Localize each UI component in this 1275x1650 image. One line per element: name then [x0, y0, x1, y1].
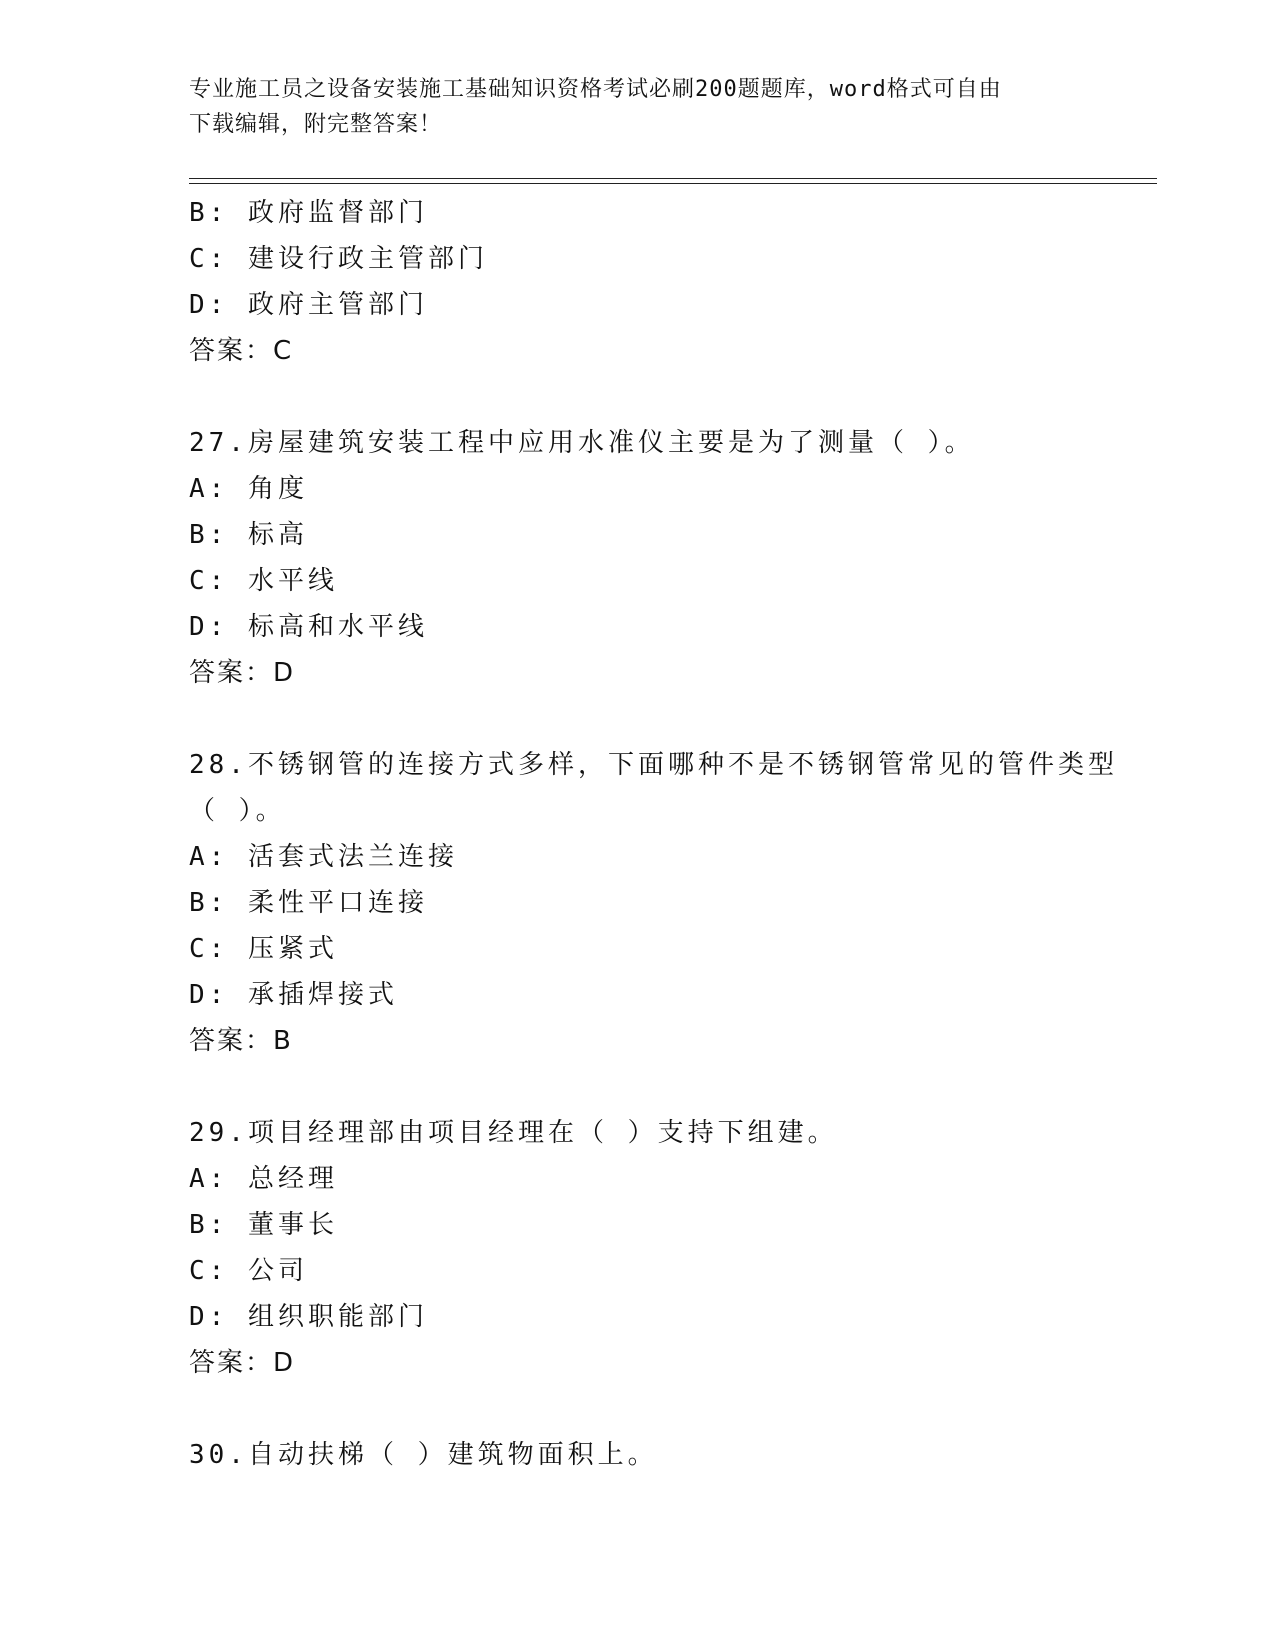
answer-label: 答案：B: [189, 1026, 293, 1056]
option-a: A: 总经理: [189, 1164, 338, 1194]
header-divider-bottom: [189, 183, 1157, 184]
option-c: C: 公司: [189, 1256, 308, 1286]
spacer: [189, 1064, 1157, 1110]
question-28-block: [189, 742, 1157, 1064]
answer-label: 答案：C: [189, 336, 294, 366]
option-a: A: 活套式法兰连接: [189, 842, 458, 872]
option-d: D: 承插焊接式: [189, 980, 398, 1010]
question-text: 27.房屋建筑安装工程中应用水准仪主要是为了测量（ ）。: [189, 428, 975, 458]
option-a: A: 角度: [189, 474, 308, 504]
option-d: D: 政府主管部门: [189, 290, 428, 320]
question-26-block: [189, 190, 1157, 374]
header-divider-top: [189, 178, 1157, 179]
question-29-block: [189, 1110, 1157, 1386]
option-d: D: 组织职能部门: [189, 1302, 428, 1332]
spacer: [189, 1386, 1157, 1432]
question-text-line-2: （ ）。: [189, 796, 286, 826]
option-d: D: 标高和水平线: [189, 612, 428, 642]
question-text: 29.项目经理部由项目经理在（ ）支持下组建。: [189, 1118, 838, 1148]
option-b: B: 董事长: [189, 1210, 338, 1240]
option-c: C: 水平线: [189, 566, 338, 596]
question-30-block: [189, 1432, 1157, 1478]
header-title-line-2: 下载编辑，附完整答案！: [189, 112, 443, 137]
option-c: C: 建设行政主管部门: [189, 244, 488, 274]
answer-label: 答案：D: [189, 1348, 296, 1378]
option-b: B: 政府监督部门: [189, 198, 428, 228]
option-b: B: 标高: [189, 520, 308, 550]
spacer: [189, 696, 1157, 742]
option-b: B: 柔性平口连接: [189, 888, 428, 918]
document-header: [189, 72, 1089, 142]
question-27-block: [189, 420, 1157, 696]
option-c: C: 压紧式: [189, 934, 338, 964]
question-list: [189, 190, 1157, 1478]
spacer: [189, 374, 1157, 420]
header-title-line-1: 专业施工员之设备安装施工基础知识资格考试必刷200题题库，word格式可自由: [189, 77, 1002, 102]
question-text: 30.自动扶梯（ ）建筑物面积上。: [189, 1440, 658, 1470]
answer-label: 答案：D: [189, 658, 296, 688]
question-text-line-1: 28.不锈钢管的连接方式多样，下面哪种不是不锈钢管常见的管件类型: [189, 750, 1118, 780]
